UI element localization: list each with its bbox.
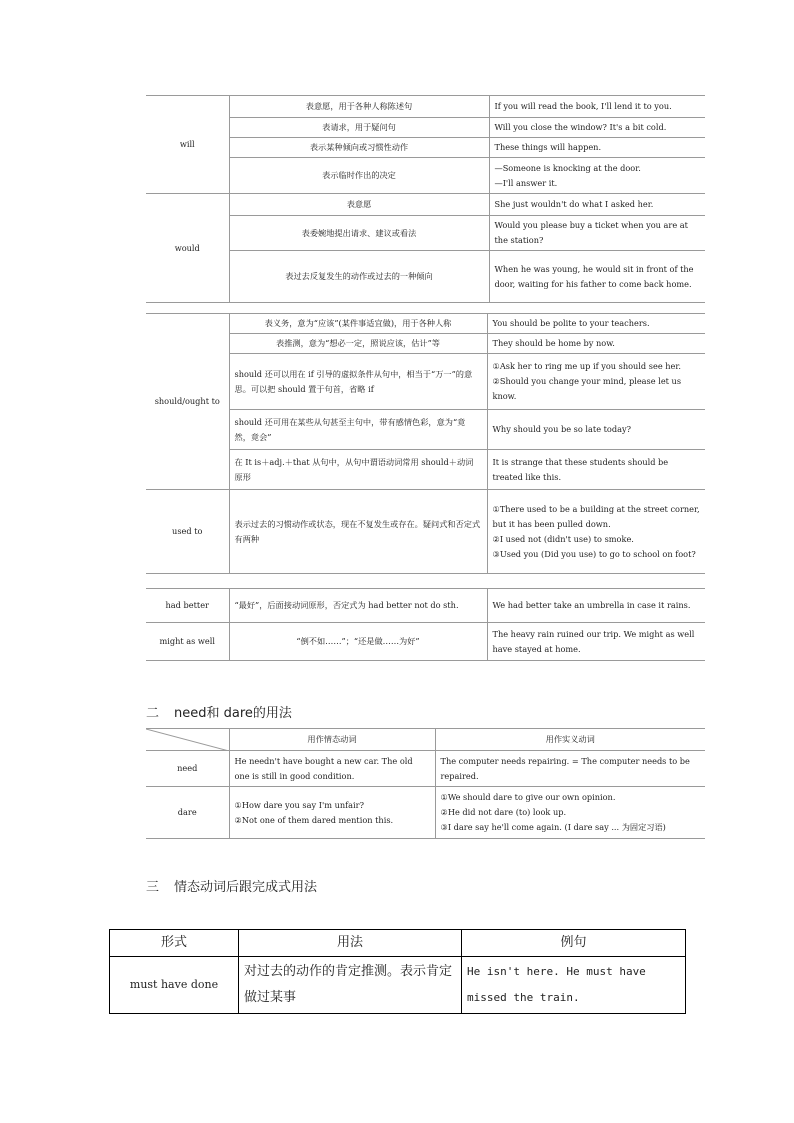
example-cell: Would you please buy a ticket when you are at the station? [489,216,705,251]
column-header: 用作实义动词 [435,729,705,751]
section-heading-perfect [146,876,317,895]
diagonal-line [146,729,229,751]
example-cell: They should be home by now. [487,334,705,354]
table-row [146,354,705,410]
table-row [146,334,705,354]
table-should-used-to [146,313,705,574]
example-cell: When he was young, he would sit in front of the door, waiting for his father to come back home. [489,251,705,303]
example-cell: ①There used to be a building at the street corner, but it has been pulled down. ②I used not (didn't use) to smoke. ③Used you (Did you use) to go to school on foot? [487,490,705,574]
table-row [146,96,705,118]
table-row [146,623,705,661]
usage-cell: 表意愿 [229,194,489,216]
table-perfect-forms [109,929,686,1014]
usage-cell: 表示过去的习惯动作或状态，现在不复发生或存在。疑问式和否定式有两种 [229,490,487,574]
usage-cell: 表示某种倾向或习惯性动作 [229,138,489,158]
modal-label-might-as-well: might as well [146,623,229,661]
modal-usage-cell: ①How dare you say I'm unfair? ②Not one of them dared mention this. [229,787,435,839]
usage-cell: 表意愿，用于各种人称陈述句 [229,96,489,118]
section-number: 三 [146,880,160,895]
table-row [146,138,705,158]
usage-cell: 对过去的动作的肯定推测。表示肯定做过某事 [239,957,462,1014]
table-row [146,410,705,450]
example-cell: The heavy rain ruined our trip. We might as well have stayed at home. [487,623,705,661]
modal-usage-cell: He needn't have bought a new car. The old one is still in good condition. [229,751,435,787]
usage-cell: 表委婉地提出请求、建议或看法 [229,216,489,251]
modal-label-dare: dare [146,787,229,839]
usage-cell: 表推测，意为“想必一定，照说应该，估计”等 [229,334,487,354]
modal-label-had-better: had better [146,589,229,623]
usage-cell: should 还可用在某些从句甚至主句中，带有感情色彩，意为“竟然，竟会” [229,410,487,450]
example-cell: These things will happen. [489,138,705,158]
table-row [146,787,705,839]
example-cell: ①Ask her to ring me up if you should see her. ②Should you change your mind, please let us know. [487,354,705,410]
column-header-usage: 用法 [239,930,462,957]
table-row [146,314,705,334]
usage-cell: should 还可以用在 if 引导的虚拟条件从句中，相当于“万一”的意思。可以把 should 置于句首，省略 if [229,354,487,410]
table-row [146,216,705,251]
example-cell: We had better take an umbrella in case it rains. [487,589,705,623]
table-header-row [146,729,705,751]
form-cell: must have done [110,957,239,1014]
usage-cell: “倒不如……”；“还是做……为好” [229,623,487,661]
diagonal-header-cell [146,729,229,751]
table-will-would [146,95,705,303]
table-row [146,450,705,490]
main-verb-usage-cell: The computer needs repairing. = The computer needs to be repaired. [435,751,705,787]
modal-label-should: should/ought to [146,314,229,490]
table-had-better [146,588,705,661]
table-row [146,589,705,623]
table-row [146,158,705,194]
table-row [146,490,705,574]
example-cell: She just wouldn't do what I asked her. [489,194,705,216]
table-header-row [110,930,686,957]
main-verb-usage-cell: ①We should dare to give our own opinion. ②He did not dare (to) look up. ③I dare say he'll come again. (I dare say ... 为固定习语) [435,787,705,839]
section-title: need和 dare的用法 [174,706,292,721]
modal-label-need: need [146,751,229,787]
table-row [146,194,705,216]
example-cell: Will you close the window? It's a bit cold. [489,118,705,138]
column-header: 用作情态动词 [229,729,435,751]
example-cell: You should be polite to your teachers. [487,314,705,334]
column-header-example: 例句 [462,930,686,957]
table-row [110,957,686,1014]
modal-label-would: would [146,194,229,303]
table-need-dare [146,728,705,839]
modal-label-will: will [146,96,229,194]
example-cell: If you will read the book, I'll lend it to you. [489,96,705,118]
section-number: 二 [146,706,160,721]
section-heading-need-dare [146,702,292,721]
example-cell: —Someone is knocking at the door. —I'll answer it. [489,158,705,194]
section-title: 情态动词后跟完成式用法 [174,880,318,895]
table-row [146,251,705,303]
table-row [146,118,705,138]
usage-cell: 表过去反复发生的动作或过去的一种倾向 [229,251,489,303]
modal-label-used-to: used to [146,490,229,574]
usage-cell: 表请求，用于疑问句 [229,118,489,138]
example-cell: It is strange that these students should be treated like this. [487,450,705,490]
usage-cell: 表示临时作出的决定 [229,158,489,194]
example-cell: Why should you be so late today? [487,410,705,450]
usage-cell: 表义务，意为“应该”(某件事适宜做)，用于各种人称 [229,314,487,334]
usage-cell: 在 It is＋adj.＋that 从句中，从句中谓语动词常用 should＋动词原形 [229,450,487,490]
column-header-form: 形式 [110,930,239,957]
example-cell: He isn't here. He must have missed the train. [462,957,686,1014]
usage-cell: “最好”，后面接动词原形，否定式为 had better not do sth. [229,589,487,623]
table-row [146,751,705,787]
